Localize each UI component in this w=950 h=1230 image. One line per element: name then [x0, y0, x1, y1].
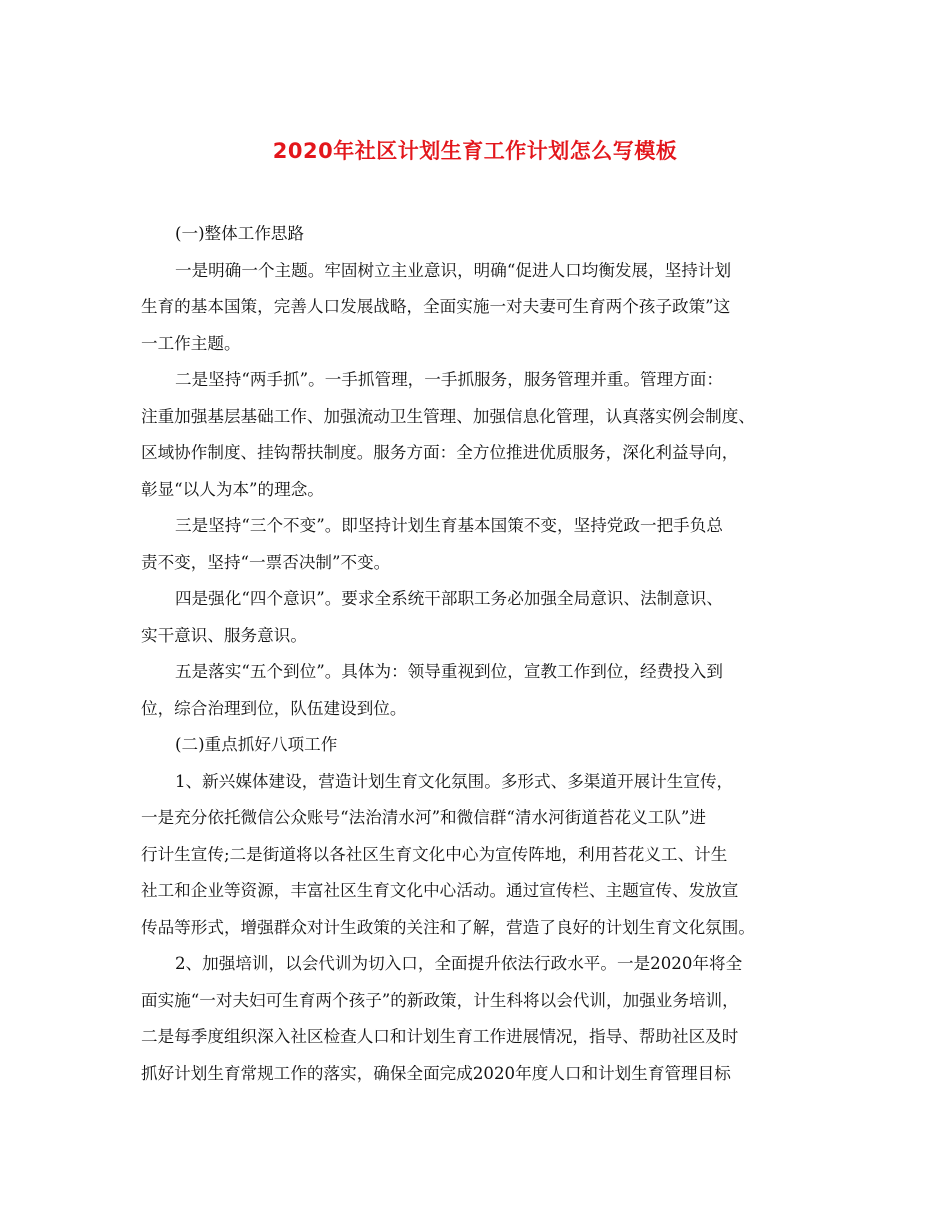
section-heading-1: (一)整体工作思路: [175, 224, 305, 243]
paragraph-line: 行计生宣传;二是街道将以各社区生育文化中心为宣传阵地，利用苔花义工、计生: [141, 845, 728, 864]
paragraph-line: 抓好计划生育常规工作的落实，确保全面完成2020年度人口和计划生育管理目标: [141, 1064, 731, 1083]
paragraph-line: 责不变，坚持“一票否决制”不变。: [141, 553, 391, 572]
section-heading-2: (二)重点抓好八项工作: [175, 735, 338, 754]
paragraph-line: 四是强化“四个意识”。要求全系统干部职工务必加强全局意识、法制意识、: [175, 589, 723, 608]
document-title: 2020年社区计划生育工作计划怎么写模板: [272, 139, 678, 163]
paragraph-line: 1、新兴媒体建设，营造计划生育文化氛围。多形式、多渠道开展计生宣传，: [175, 772, 734, 791]
paragraph-line: 生育的基本国策，完善人口发展战略，全面实施一对夫妻可生育两个孩子政策”这: [141, 297, 731, 316]
paragraph-line: 一工作主题。: [141, 334, 241, 353]
paragraph-line: 一是明确一个主题。牢固树立主业意识，明确“促进人口均衡发展，坚持计划: [175, 261, 732, 280]
paragraph-line: 一是充分依托微信公众账号“法治清水河”和微信群“清水河街道苔花义工队”进: [141, 808, 706, 827]
paragraph-line: 三是坚持“三个不变”。即坚持计划生育基本国策不变，坚持党政一把手负总: [175, 516, 723, 535]
paragraph-line: 实干意识、服务意识。: [141, 626, 307, 645]
paragraph-line: 位，综合治理到位，队伍建设到位。: [141, 699, 407, 718]
paragraph-line: 区域协作制度、挂钩帮扶制度。服务方面：全方位推进优质服务，深化利益导向，: [141, 443, 739, 462]
paragraph-line: 二是每季度组织深入社区检查人口和计划生育工作进展情况，指导、帮助社区及时: [141, 1027, 739, 1046]
paragraph-line: 彰显“以人为本”的理念。: [141, 480, 324, 499]
paragraph-line: 面实施“一对夫妇可生育两个孩子”的新政策，计生科将以会代训，加强业务培训，: [141, 991, 739, 1010]
paragraph-line: 社工和企业等资源，丰富社区生育文化中心活动。通过宣传栏、主题宣传、发放宣: [141, 881, 739, 900]
paragraph-line: 二是坚持“两手抓”。一手抓管理，一手抓服务，服务管理并重。管理方面：: [175, 370, 723, 389]
paragraph-line: 传品等形式，增强群众对计生政策的关注和了解，营造了良好的计划生育文化氛围。: [141, 918, 755, 937]
paragraph-line: 五是落实“五个到位”。具体为：领导重视到位，宣教工作到位，经费投入到: [175, 662, 723, 681]
paragraph-line: 2、加强培训，以会代训为切入口，全面提升依法行政水平。一是2020年将全: [175, 954, 743, 973]
paragraph-line: 注重加强基层基础工作、加强流动卫生管理、加强信息化管理，认真落实例会制度、: [141, 407, 755, 426]
